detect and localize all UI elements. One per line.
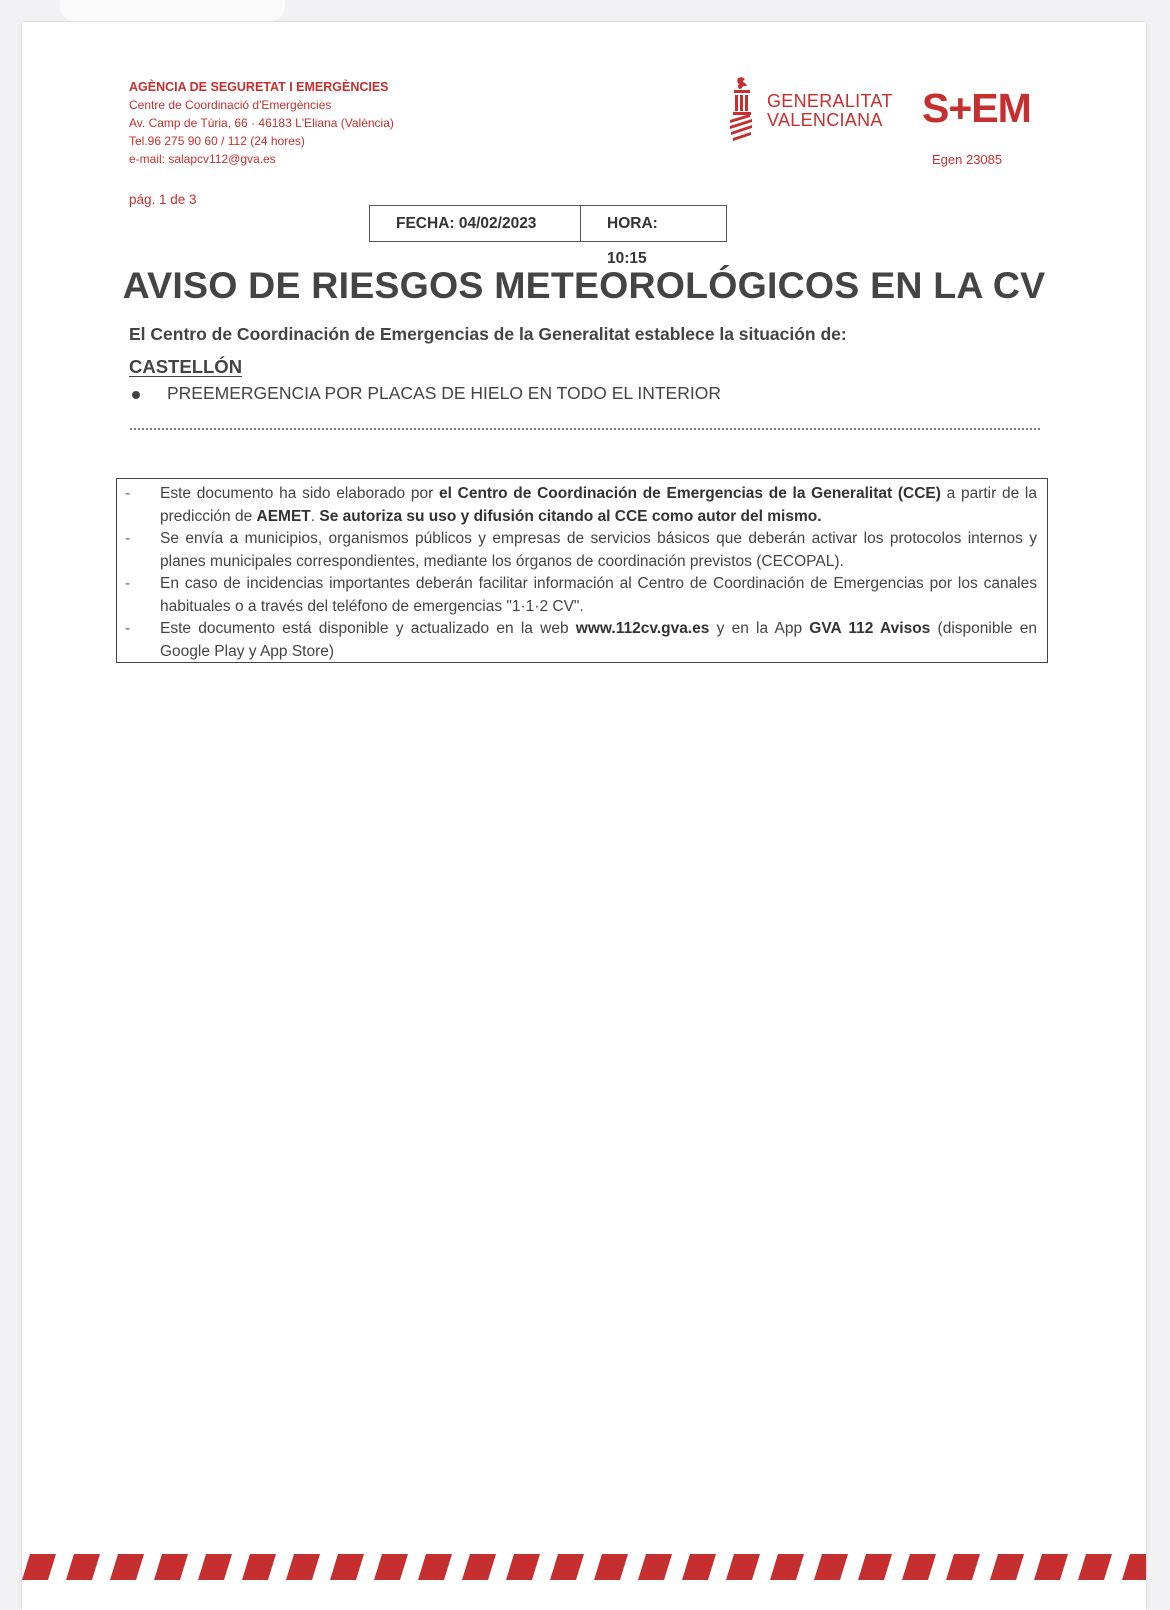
alert-text: PREEMERGENCIA POR PLACAS DE HIELO EN TODO EL INTERIOR bbox=[167, 383, 721, 403]
page-number: pág. 1 de 3 bbox=[129, 192, 197, 207]
note-dash: - bbox=[125, 620, 131, 637]
note-item bbox=[125, 618, 1037, 663]
egen-code: Egen 23085 bbox=[932, 152, 1003, 167]
note-dash: - bbox=[125, 485, 131, 502]
note-item bbox=[125, 528, 1037, 573]
agency-email: e-mail: salapcv112@gva.es bbox=[129, 152, 276, 166]
note-dash: - bbox=[125, 530, 131, 547]
note-text: Este documento está disponible y actualizado en la web www.112cv.gva.es y en la App GVA 112 Avisos (disponible en Google Play y App Store) bbox=[160, 620, 1037, 660]
website-link: www.112cv.gva.es bbox=[575, 620, 710, 637]
document-page bbox=[22, 22, 1146, 1610]
gva-line-1: GENERALITAT bbox=[767, 91, 893, 111]
viewer-top-tab bbox=[60, 0, 285, 22]
agency-phone: Tel.96 275 90 60 / 112 (24 hores) bbox=[129, 134, 305, 148]
agency-header bbox=[129, 78, 394, 168]
generalitat-crest-icon bbox=[727, 76, 757, 144]
app-name: GVA 112 Avisos bbox=[809, 620, 931, 637]
date-time-box bbox=[369, 205, 727, 267]
agency-name: AGÈNCIA DE SEGURETAT I EMERGÈNCIES bbox=[129, 80, 389, 94]
alert-list-item bbox=[129, 383, 721, 404]
agency-address: Av. Camp de Túria, 66 · 46183 L'Eliana (València) bbox=[129, 116, 394, 130]
date-cell: FECHA: 04/02/2023 bbox=[396, 215, 537, 232]
note-text: En caso de incidencias importantes deberán facilitar información al Centro de Coordinación de Emergencias por los canales habituales o a través del teléfono de emergencias "1·1·2 CV". bbox=[160, 575, 1037, 615]
dotted-divider bbox=[130, 428, 1040, 430]
generalitat-wordmark bbox=[767, 92, 893, 130]
page-subtitle: El Centro de Coordinación de Emergencias de la Generalitat establece la situación de: bbox=[129, 324, 847, 344]
sem-logo: S+EM bbox=[922, 85, 1031, 131]
notes-box bbox=[116, 478, 1048, 663]
province-heading: CASTELLÓN bbox=[129, 356, 243, 377]
note-item bbox=[125, 573, 1037, 618]
agency-center: Centre de Coordinació d'Emergències bbox=[129, 98, 332, 112]
bullet-icon bbox=[132, 391, 140, 399]
gva-line-2: VALENCIANA bbox=[767, 110, 883, 130]
generalitat-logo bbox=[727, 76, 893, 144]
note-dash: - bbox=[125, 575, 131, 592]
page-title: AVISO DE RIESGOS METEOROLÓGICOS EN LA CV bbox=[122, 264, 1046, 306]
note-item bbox=[125, 483, 1037, 528]
footer-stripes bbox=[22, 1554, 1146, 1580]
note-text: Se envía a municipios, organismos públicos y empresas de servicios básicos que deberán activar los protocolos internos y planes municipales correspondientes, mediante los órganos de coordinación previstos (CECOPAL). bbox=[160, 530, 1037, 570]
note-text: Este documento ha sido elaborado por el Centro de Coordinación de Emergencias de la Generalitat (CCE) a partir de la predicción de AEMET. Se autoriza su uso y difusión citando al CCE como autor del mismo. bbox=[160, 485, 1037, 525]
time-cell: HORA: 10:15 bbox=[580, 206, 726, 241]
